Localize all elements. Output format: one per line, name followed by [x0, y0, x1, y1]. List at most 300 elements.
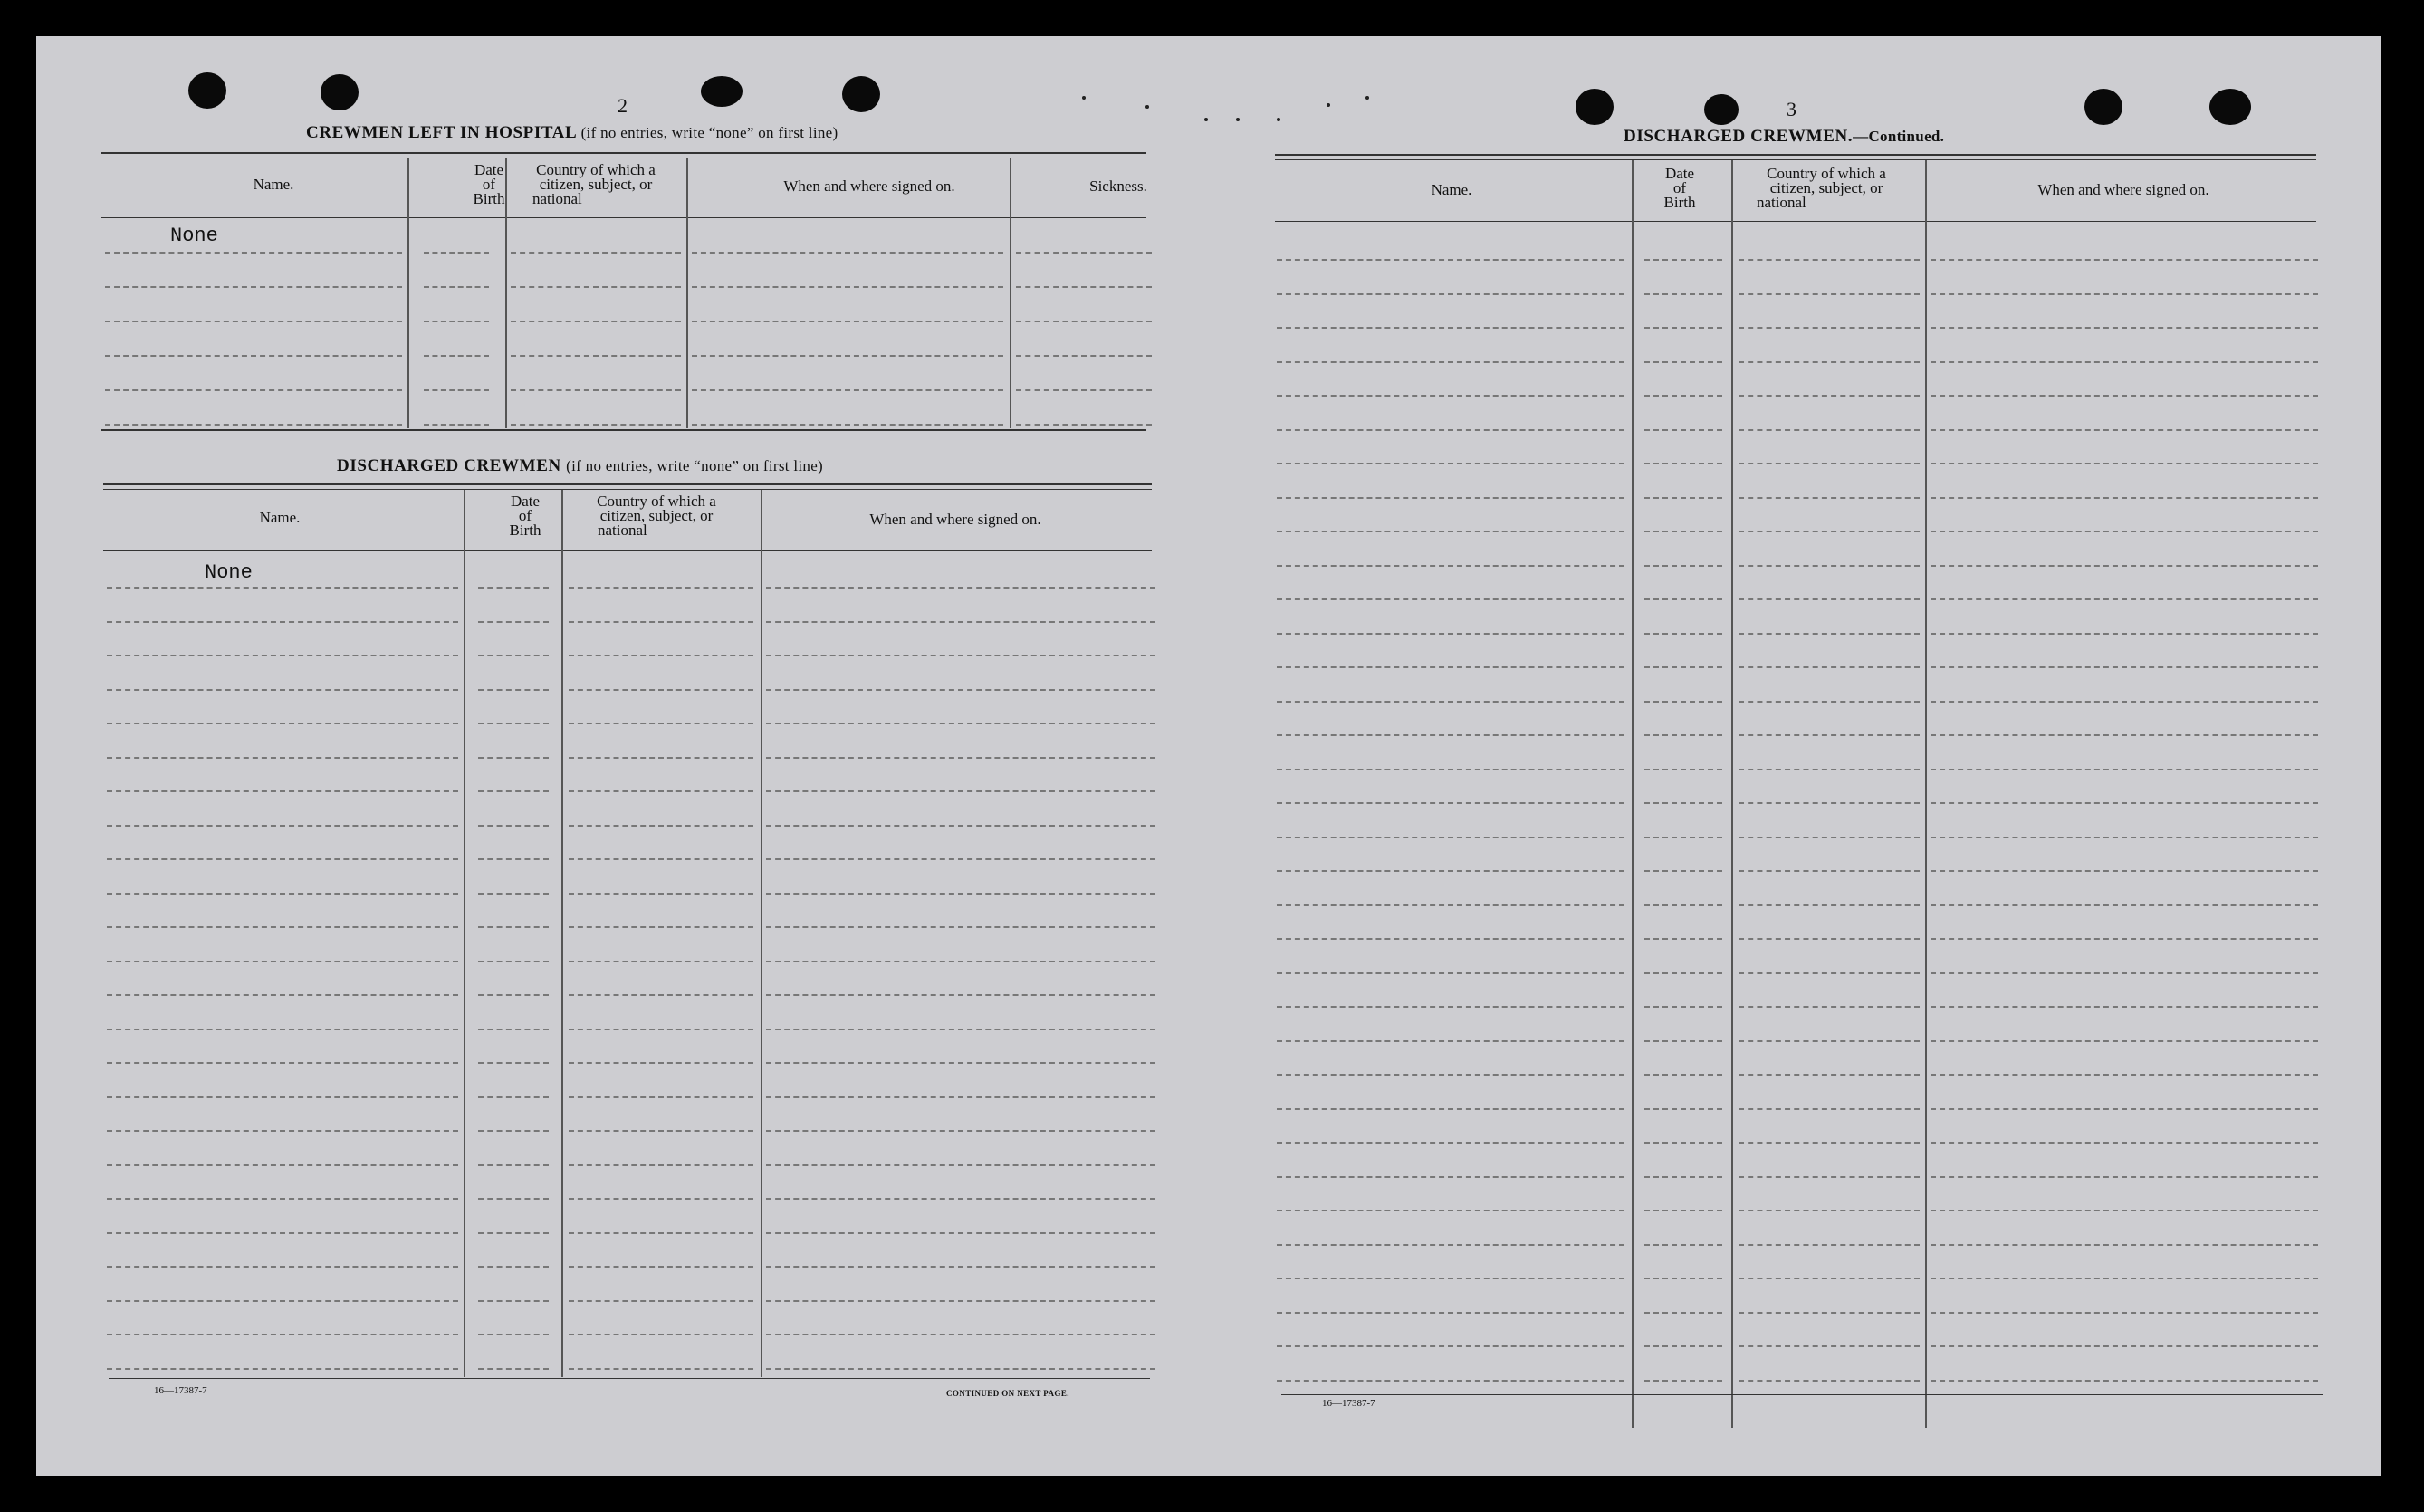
ruled-line: [1931, 870, 2318, 872]
ruled-line: [766, 790, 1155, 792]
ruled-line: [1277, 395, 1624, 397]
ruled-line: [107, 1266, 458, 1268]
ruled-line: [1277, 972, 1624, 974]
ruled-line: [1277, 904, 1624, 906]
col-header-dob-line: Date: [474, 161, 504, 178]
ruled-line: [1739, 769, 1920, 770]
ruled-line: [1644, 395, 1722, 397]
ruled-line: [478, 621, 549, 623]
col-header-country-line: Country of which a: [1767, 165, 1886, 182]
ruled-line: [1739, 429, 1920, 431]
ruled-line: [569, 621, 753, 623]
ruled-line: [107, 587, 458, 589]
discharged-section-title: [337, 456, 823, 476]
ruled-line: [1644, 1312, 1722, 1314]
ruled-line: [569, 858, 753, 860]
ruled-line: [1277, 259, 1624, 261]
continued-note: CONTINUED ON NEXT PAGE.: [946, 1389, 1069, 1398]
ruled-line: [1644, 429, 1722, 431]
col-header-dob-line: of: [518, 507, 532, 524]
hospital-title-text: CREWMEN LEFT IN HOSPITAL: [306, 123, 577, 142]
ruled-line: [1931, 565, 2318, 567]
ruled-line: [1644, 1040, 1722, 1042]
ruled-line: [1739, 938, 1920, 940]
ruled-line: [1644, 904, 1722, 906]
ruled-line: [1931, 701, 2318, 703]
ruled-line: [766, 655, 1155, 656]
ruled-line: [478, 689, 549, 691]
col-divider: [1925, 160, 1927, 1428]
ruled-line: [1644, 1244, 1722, 1246]
col-header-dob-line: Date: [1664, 165, 1695, 182]
ruled-line: [766, 893, 1155, 895]
table-rule: [1275, 154, 2316, 156]
ruled-line: [1644, 701, 1722, 703]
ruled-line: [766, 961, 1155, 962]
col-header-dob-line: Birth: [509, 522, 541, 539]
ruled-line: [511, 321, 681, 322]
ruled-line: [1644, 734, 1722, 736]
ruled-line: [107, 1164, 458, 1166]
speck: [1082, 96, 1086, 100]
ruled-line: [1277, 769, 1624, 770]
ruled-line: [107, 1130, 458, 1132]
ruled-line: [569, 893, 753, 895]
ruled-line: [569, 1130, 753, 1132]
ruled-line: [1644, 361, 1722, 363]
punch-hole: [321, 74, 359, 110]
ruled-line: [766, 1232, 1155, 1234]
ruled-line: [478, 893, 549, 895]
ruled-line: [1739, 531, 1920, 532]
ruled-line: [107, 1300, 458, 1302]
col-header-dob-line: Date: [510, 493, 541, 510]
col-header-country-line: national: [532, 190, 582, 207]
ruled-line: [1931, 769, 2318, 770]
ruled-line: [1277, 837, 1624, 838]
ruled-line: [1931, 633, 2318, 635]
ruled-line: [1644, 598, 1722, 600]
ruled-line: [1277, 1074, 1624, 1076]
ruled-line: [478, 655, 549, 656]
ruled-line: [1277, 734, 1624, 736]
ruled-line: [424, 355, 489, 357]
ruled-line: [1739, 870, 1920, 872]
ruled-line: [478, 1334, 549, 1335]
ruled-line: [1644, 1108, 1722, 1110]
ruled-line: [766, 1266, 1155, 1268]
header-rule: [1275, 221, 2316, 222]
discharged-instruction: (if no entries, write “none” on first line): [566, 457, 824, 474]
ruled-line: [569, 1096, 753, 1098]
ruled-line: [1644, 870, 1722, 872]
col-header-name: Name.: [253, 176, 294, 193]
ruled-line: [424, 286, 489, 288]
ruled-line: [1277, 870, 1624, 872]
ruled-line: [1644, 565, 1722, 567]
col-header-country: [1729, 167, 1923, 210]
ruled-line: [107, 1062, 458, 1064]
ruled-line: [1931, 361, 2318, 363]
ruled-line: [1931, 938, 2318, 940]
ruled-line: [1644, 837, 1722, 838]
ruled-line: [1277, 1142, 1624, 1144]
ruled-line: [692, 286, 1003, 288]
ruled-line: [107, 1368, 458, 1370]
ruled-line: [107, 621, 458, 623]
ruled-line: [766, 1062, 1155, 1064]
discharged-entry-none: None: [205, 561, 253, 584]
ruled-line: [1644, 1074, 1722, 1076]
ruled-line: [105, 424, 402, 426]
ruled-line: [105, 355, 402, 357]
ruled-line: [107, 825, 458, 827]
ruled-line: [478, 790, 549, 792]
ruled-line: [1277, 1210, 1624, 1211]
ruled-line: [569, 825, 753, 827]
ruled-line: [424, 389, 489, 391]
ruled-line: [478, 961, 549, 962]
ruled-line: [107, 893, 458, 895]
ruled-line: [1644, 1176, 1722, 1178]
ruled-line: [424, 321, 489, 322]
ruled-line: [478, 1096, 549, 1098]
ruled-line: [1016, 389, 1152, 391]
col-header-country: [557, 494, 756, 538]
ruled-line: [107, 655, 458, 656]
ruled-line: [1739, 1108, 1920, 1110]
col-header-country-line: citizen, subject, or: [599, 507, 714, 524]
ruled-line: [766, 994, 1155, 996]
header-rule: [103, 550, 1152, 551]
speck: [1145, 105, 1149, 109]
ruled-line: [1739, 463, 1920, 464]
col-divider: [1632, 160, 1634, 1428]
ruled-line: [107, 1232, 458, 1234]
ruled-line: [1644, 293, 1722, 295]
ruled-line: [1931, 1210, 2318, 1211]
ruled-line: [1277, 463, 1624, 464]
ruled-line: [569, 757, 753, 759]
ruled-line: [107, 1096, 458, 1098]
col-divider: [505, 158, 507, 428]
ruled-line: [478, 858, 549, 860]
continued-section-title: [1624, 127, 1944, 147]
ruled-line: [1016, 355, 1152, 357]
ruled-line: [766, 1198, 1155, 1200]
ruled-line: [1739, 972, 1920, 974]
ruled-line: [1277, 1380, 1624, 1382]
ruled-line: [1739, 1278, 1920, 1279]
table-rule: [1281, 1394, 2323, 1395]
col-header-country-line: national: [598, 522, 647, 539]
ruled-line: [1644, 1142, 1722, 1144]
col-header-country-line: Country of which a: [536, 161, 656, 178]
ruled-line: [1739, 1312, 1920, 1314]
ruled-line: [766, 926, 1155, 928]
ruled-line: [1739, 327, 1920, 329]
ruled-line: [511, 389, 681, 391]
col-divider: [464, 490, 465, 1377]
ruled-line: [1644, 531, 1722, 532]
ruled-line: [1739, 395, 1920, 397]
ruled-line: [1931, 666, 2318, 668]
col-header-signed-on: When and where signed on.: [783, 177, 955, 195]
ruled-line: [478, 926, 549, 928]
ruled-line: [107, 723, 458, 724]
ruled-line: [1644, 497, 1722, 499]
ruled-line: [1739, 497, 1920, 499]
continued-title-suffix: —Continued.: [1853, 128, 1945, 145]
ruled-line: [105, 321, 402, 322]
col-header-country-line: citizen, subject, or: [539, 176, 653, 193]
ruled-line: [569, 655, 753, 656]
ruled-line: [1277, 565, 1624, 567]
ruled-line: [766, 825, 1155, 827]
ruled-line: [1277, 666, 1624, 668]
hospital-instruction: (if no entries, write “none” on first line): [580, 124, 838, 141]
ruled-line: [107, 1029, 458, 1030]
ruled-line: [766, 1368, 1155, 1370]
ruled-line: [1931, 598, 2318, 600]
col-header-country-line: citizen, subject, or: [1769, 179, 1883, 196]
header-rule: [101, 217, 1146, 218]
ruled-line: [766, 1130, 1155, 1132]
ruled-line: [1644, 1278, 1722, 1279]
col-header-dob: [1630, 167, 1729, 210]
ruled-line: [1739, 1210, 1920, 1211]
ruled-line: [1931, 395, 2318, 397]
col-divider: [686, 158, 688, 428]
hospital-entry-none: None: [170, 225, 218, 247]
ruled-line: [1277, 497, 1624, 499]
ruled-line: [1644, 972, 1722, 974]
ruled-line: [107, 858, 458, 860]
col-header-name: Name.: [1431, 181, 1472, 198]
speck: [1327, 103, 1330, 107]
ruled-line: [569, 1232, 753, 1234]
ruled-line: [569, 1198, 753, 1200]
ruled-line: [766, 858, 1155, 860]
ruled-line: [1931, 802, 2318, 804]
ruled-line: [766, 1164, 1155, 1166]
ruled-line: [1277, 633, 1624, 635]
ruled-line: [107, 1334, 458, 1335]
ruled-line: [1739, 1176, 1920, 1178]
ruled-line: [1739, 802, 1920, 804]
ruled-line: [692, 252, 1003, 254]
ruled-line: [1931, 904, 2318, 906]
ruled-line: [1739, 633, 1920, 635]
continued-title-text: DISCHARGED CREWMEN.: [1624, 127, 1854, 146]
col-divider: [407, 158, 409, 428]
ruled-line: [478, 1062, 549, 1064]
speck: [1236, 118, 1240, 121]
ruled-line: [766, 757, 1155, 759]
col-header-name: Name.: [259, 509, 301, 526]
ruled-line: [1277, 1278, 1624, 1279]
ruled-line: [569, 961, 753, 962]
ruled-line: [1931, 429, 2318, 431]
ruled-line: [478, 994, 549, 996]
page-number: 3: [1787, 98, 1796, 120]
ruled-line: [1644, 463, 1722, 464]
ruled-line: [478, 1130, 549, 1132]
ruled-line: [1277, 1244, 1624, 1246]
ruled-line: [766, 1096, 1155, 1098]
ruled-line: [569, 723, 753, 724]
ruled-line: [1277, 531, 1624, 532]
ruled-line: [1931, 1244, 2318, 1246]
ruled-line: [1739, 565, 1920, 567]
ruled-line: [1644, 1380, 1722, 1382]
ruled-line: [1931, 1345, 2318, 1347]
ruled-line: [1739, 1040, 1920, 1042]
ruled-line: [1644, 769, 1722, 770]
speck: [1365, 96, 1369, 100]
col-header-country-line: Country of which a: [597, 493, 716, 510]
ruled-line: [569, 689, 753, 691]
ruled-line: [569, 790, 753, 792]
ruled-line: [478, 1300, 549, 1302]
ruled-line: [1277, 293, 1624, 295]
ruled-line: [1739, 904, 1920, 906]
ruled-line: [569, 1062, 753, 1064]
ruled-line: [766, 1334, 1155, 1335]
ruled-line: [1931, 293, 2318, 295]
ruled-line: [766, 689, 1155, 691]
punch-hole: [1704, 94, 1739, 125]
ruled-line: [1277, 1006, 1624, 1008]
ruled-line: [1931, 327, 2318, 329]
page-number: 2: [618, 94, 628, 117]
ruled-line: [1277, 701, 1624, 703]
ruled-line: [1931, 1176, 2318, 1178]
ruled-line: [1644, 938, 1722, 940]
ruled-line: [1277, 598, 1624, 600]
ruled-line: [1277, 802, 1624, 804]
ruled-line: [478, 825, 549, 827]
ruled-line: [107, 1198, 458, 1200]
col-header-dob-line: Birth: [473, 190, 505, 207]
table-rule: [103, 483, 1152, 485]
ruled-line: [478, 1232, 549, 1234]
ruled-line: [107, 757, 458, 759]
ruled-line: [1931, 1074, 2318, 1076]
speck: [1204, 118, 1208, 121]
ruled-line: [1277, 361, 1624, 363]
ruled-line: [107, 926, 458, 928]
ruled-line: [1931, 1040, 2318, 1042]
punch-hole: [2209, 89, 2251, 125]
ruled-line: [1644, 1345, 1722, 1347]
ruled-line: [766, 1300, 1155, 1302]
col-header-signed-on: When and where signed on.: [2037, 181, 2209, 198]
ruled-line: [1644, 666, 1722, 668]
discharged-title-text: DISCHARGED CREWMEN: [337, 456, 561, 475]
punch-hole: [188, 72, 226, 109]
ruled-line: [105, 389, 402, 391]
form-number: 16—17387-7: [154, 1385, 207, 1396]
ruled-line: [1277, 327, 1624, 329]
ruled-line: [511, 286, 681, 288]
ruled-line: [569, 1164, 753, 1166]
ruled-line: [105, 286, 402, 288]
ruled-line: [424, 252, 489, 254]
punch-hole: [1576, 89, 1614, 125]
ruled-line: [1644, 259, 1722, 261]
ruled-line: [692, 389, 1003, 391]
ruled-line: [1644, 802, 1722, 804]
ruled-line: [1739, 1244, 1920, 1246]
ruled-line: [569, 1300, 753, 1302]
ruled-line: [1016, 321, 1152, 322]
ruled-line: [569, 994, 753, 996]
ruled-line: [1739, 837, 1920, 838]
ruled-line: [1739, 361, 1920, 363]
ruled-line: [478, 1266, 549, 1268]
ruled-line: [1277, 1312, 1624, 1314]
ruled-line: [1931, 1108, 2318, 1110]
ruled-line: [692, 424, 1003, 426]
ruled-line: [107, 689, 458, 691]
ruled-line: [478, 1368, 549, 1370]
ruled-line: [569, 1334, 753, 1335]
form-sheet: [36, 36, 2381, 1476]
col-header-dob-line: of: [1672, 179, 1687, 196]
ruled-line: [1277, 1345, 1624, 1347]
ruled-line: [1739, 1345, 1920, 1347]
ruled-line: [1644, 1210, 1722, 1211]
ruled-line: [478, 1198, 549, 1200]
ruled-line: [511, 355, 681, 357]
col-header-dob-line: of: [482, 176, 496, 193]
col-divider: [1731, 160, 1733, 1428]
ruled-line: [511, 252, 681, 254]
ruled-line: [766, 621, 1155, 623]
ruled-line: [1016, 286, 1152, 288]
ruled-line: [1931, 972, 2318, 974]
ruled-line: [1931, 1380, 2318, 1382]
ruled-line: [1277, 429, 1624, 431]
ruled-line: [766, 587, 1155, 589]
ruled-line: [1277, 1176, 1624, 1178]
col-divider: [761, 490, 762, 1377]
ruled-line: [478, 1164, 549, 1166]
col-header-dob-line: Birth: [1663, 194, 1696, 211]
ruled-line: [478, 757, 549, 759]
ruled-line: [1644, 633, 1722, 635]
ruled-line: [1644, 1006, 1722, 1008]
ruled-line: [1739, 1380, 1920, 1382]
hospital-section-title: [306, 123, 838, 143]
col-divider: [1010, 158, 1011, 428]
col-header-country-line: national: [1757, 194, 1806, 211]
ruled-line: [107, 994, 458, 996]
ruled-line: [569, 587, 753, 589]
ruled-line: [766, 723, 1155, 724]
ruled-line: [1931, 531, 2318, 532]
form-number: 16—17387-7: [1322, 1398, 1375, 1409]
ruled-line: [1739, 293, 1920, 295]
table-rule: [103, 489, 1152, 490]
ruled-line: [105, 252, 402, 254]
ruled-line: [569, 1368, 753, 1370]
ruled-line: [1739, 734, 1920, 736]
ruled-line: [1277, 1040, 1624, 1042]
table-rule: [101, 152, 1146, 154]
ruled-line: [1644, 327, 1722, 329]
